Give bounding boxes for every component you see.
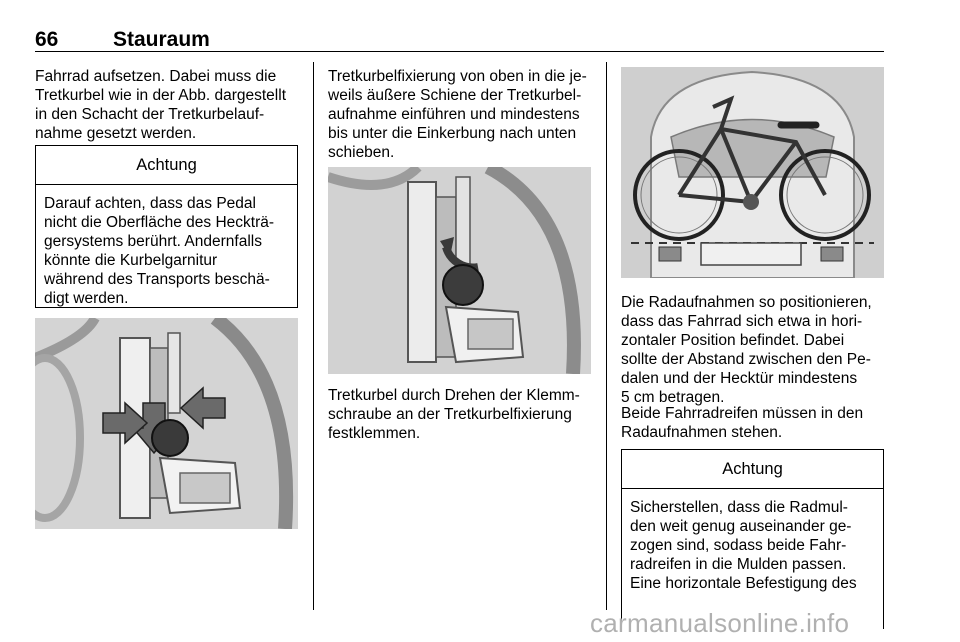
- section-title: Stauraum: [113, 28, 210, 51]
- col3-paragraph-1: Die Radaufnahmen so positionieren, dass das Fahrrad sich etwa in hori- zontaler Position befindet. Dabei sollte der Abstand zwischen den Pe- dalen und der Hecktür mindestens 5 cm betragen.: [621, 294, 872, 406]
- col2-after-figure-text: Tretkurbel durch Drehen der Klemm- schraube an der Tretkurbelfixierung festklemmen.: [328, 387, 580, 442]
- col2-intro-text: Tretkurbelfixierung von oben in die je- weils äußere Schiene der Tretkurbel- aufnahme einführen und mindestens bis unter die Einkerbung nach unten schieben.: [328, 68, 587, 161]
- col3-warning-box: [621, 449, 884, 629]
- header-rule: [35, 51, 884, 52]
- crank-clamp-knob-illustration: [328, 167, 591, 374]
- watermark: carmanualsonline.info: [590, 608, 850, 638]
- crank-holder-figure: [35, 318, 298, 529]
- crank-clamp-figure: [328, 167, 591, 374]
- col1-warning-text: Darauf achten, dass das Pedal nicht die Oberfläche des Heckträ- gersystems berührt. Andernfalls könnte die Kurbelgarnitur während des Transports beschä- digt werden.: [44, 195, 275, 307]
- bicycle-carrier-figure: [621, 67, 884, 278]
- col3-paragraph-2: Beide Fahrradreifen müssen in den Radaufnahmen stehen.: [621, 405, 864, 441]
- col1-intro-text: Fahrrad aufsetzen. Dabei muss die Tretkurbel wie in der Abb. dargestellt in den Schacht der Tretkurbelauf- nahme gesetzt werden.: [35, 68, 286, 142]
- col1-warning-box: [35, 145, 298, 308]
- col3-warning-title: Achtung: [622, 450, 883, 489]
- column-divider-1: [313, 62, 314, 610]
- bicycle-on-rear-carrier-illustration: [621, 67, 884, 278]
- column-divider-2: [606, 62, 607, 610]
- col3-warning-text: Sicherstellen, dass die Radmul- den weit genug auseinander ge- zogen sind, sodass beide Fahr- radreifen in die Mulden passen. Eine horizontale Befestigung des: [630, 499, 857, 592]
- col1-warning-title: Achtung: [36, 146, 297, 185]
- crank-holder-arrows-illustration: [35, 318, 298, 529]
- page-number: 66: [35, 28, 59, 51]
